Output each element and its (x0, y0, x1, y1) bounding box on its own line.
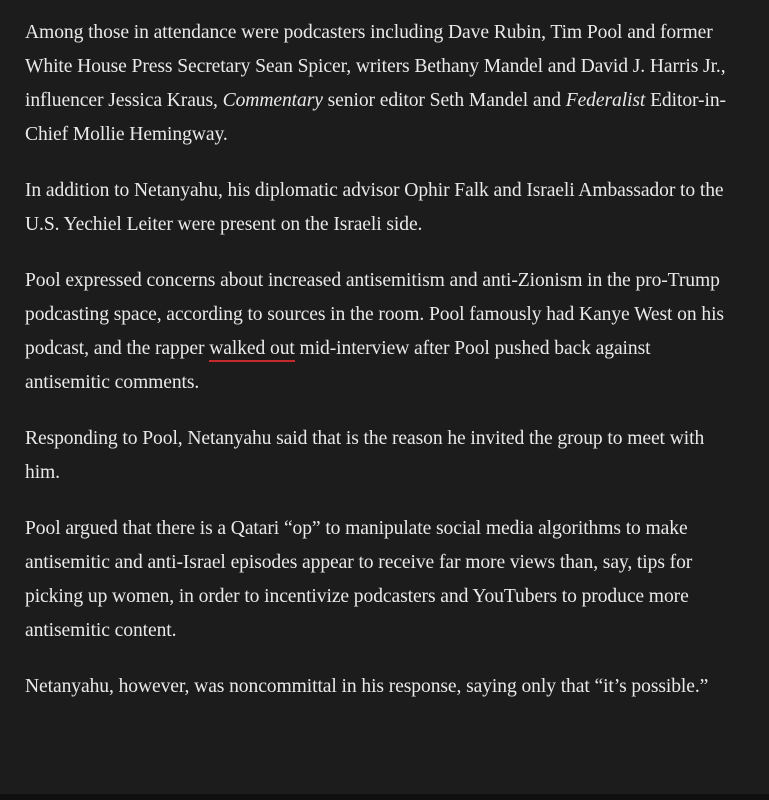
publication-name-federalist: Federalist (565, 90, 646, 111)
bottom-edge-bar (0, 794, 769, 800)
paragraph-noncommittal: Netanyahu, however, was noncommittal in his response, saying only that “it’s possible.” (25, 676, 709, 697)
article-body (25, 16, 739, 704)
walked-out-link[interactable]: walked out (209, 338, 295, 362)
paragraph-text: Pool expressed concerns about increased antisemitism and anti-Zionism in the pro-Trump podcasting space, according to sources in the room. Pool famously had Kanye West on his podcast, and the rapper (25, 270, 724, 359)
paragraph-qatari-op: Pool argued that there is a Qatari “op” to manipulate social media algorithms to make antisemitic and anti-Israel episodes appear to receive far more views than, say, tips for picking up women, in order to incentivize podcasters and YouTubers to produce more antisemitic content. (25, 518, 693, 641)
paragraph-netanyahu-response: Responding to Pool, Netanyahu said that is the reason he invited the group to meet with him. (25, 428, 705, 483)
paragraph-israeli-side: In addition to Netanyahu, his diplomatic advisor Ophir Falk and Israeli Ambassador to the U.S. Yechiel Leiter were present on the Israeli side. (25, 180, 724, 235)
paragraph-attendees (25, 16, 739, 152)
paragraph-pool-concerns (25, 264, 739, 400)
paragraph-text: Editor-in-Chief Mollie Hemingway. (25, 90, 726, 145)
publication-name-commentary: Commentary (222, 90, 323, 111)
paragraph-text: Among those in attendance were podcasters including Dave Rubin, Tim Pool and former White House Press Secretary Sean Spicer, writers Bethany Mandel and David J. Harris Jr., influencer Jessica Kraus, (25, 22, 726, 111)
paragraph-text: senior editor Seth Mandel and (322, 90, 566, 111)
paragraph-text: mid-interview after Pool pushed back against antisemitic comments. (25, 338, 651, 393)
